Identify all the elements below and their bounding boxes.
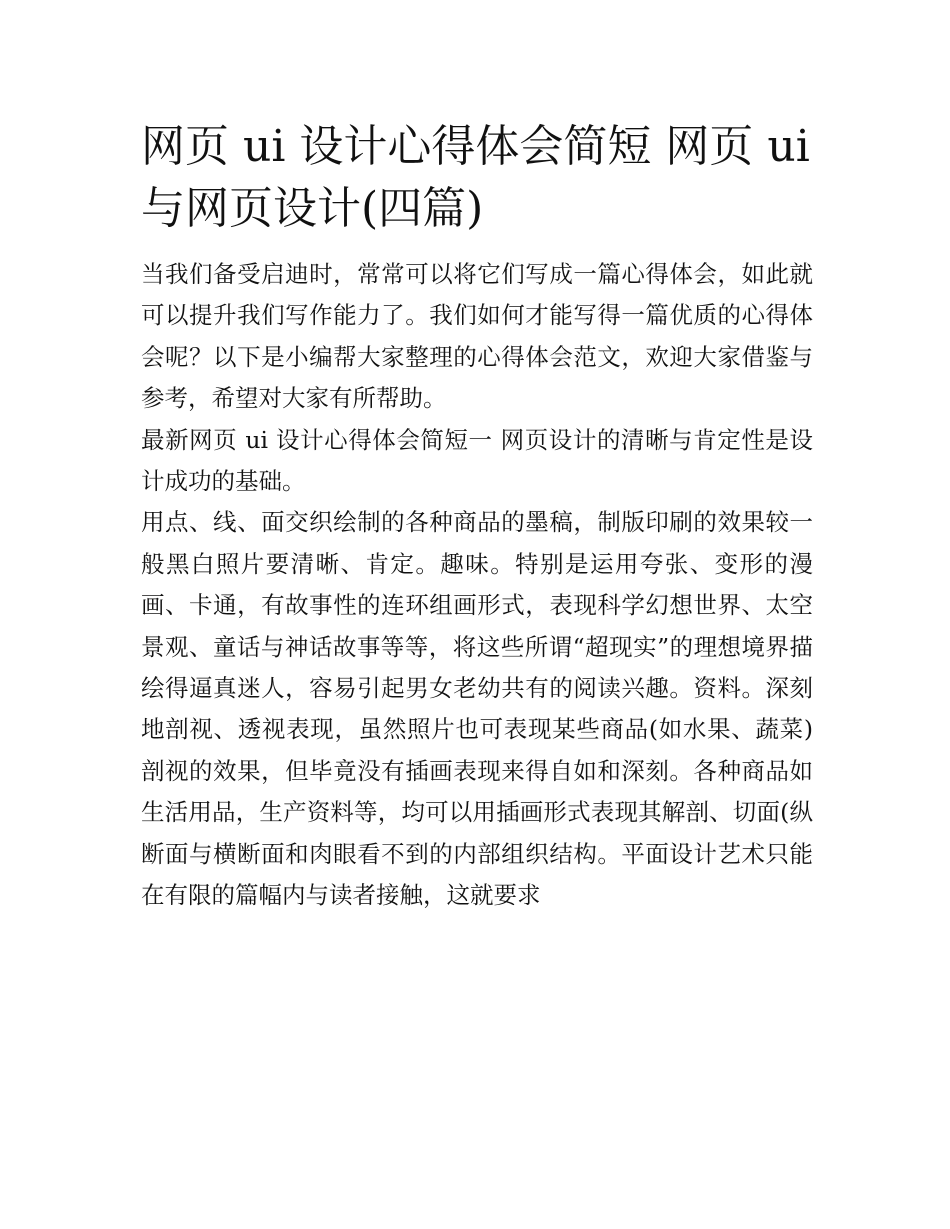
document-title: 网页 ui 设计心得体会简短 网页 ui 与网页设计(四篇): [141, 121, 810, 234]
paragraph-intro: 当我们备受启迪时，常常可以将它们写成一篇心得体会，如此就可以提升我们写作能力了。我们如何才能写得一篇优质的心得体会呢？以下是小编帮大家整理的心得体会范文，欢迎大家借鉴与参考，希望对大家有所帮助。: [141, 260, 813, 413]
paragraph-body: 用点、线、面交织绘制的各种商品的墨稿，制版印刷的效果较一般黑白照片要清晰、肯定。趣味。特别是运用夸张、变形的漫画、卡通，有故事性的连环组画形式，表现科学幻想世界、太空景观、童话与神话故事等等，将这些所谓“超现实”的理想境界描绘得逼真迷人，容易引起男女老幼共有的阅读兴趣。资料。深刻地剖视、透视表现，虽然照片也可表现某些商品(如水果、蔬菜)剖视的效果，但毕竟没有插画表现来得自如和深刻。各种商品如生活用品，生产资料等，均可以用插画形式表现其解剖、切面(纵断面与横断面和肉眼看不到的内部组织结构。平面设计艺术只能在有限的篇幅内与读者接触，这就要求: [141, 508, 813, 910]
document-body: [141, 116, 813, 917]
paragraph-section-heading: 最新网页 ui 设计心得体会简短一 网页设计的清晰与肯定性是设计成功的基础。: [141, 425, 813, 496]
